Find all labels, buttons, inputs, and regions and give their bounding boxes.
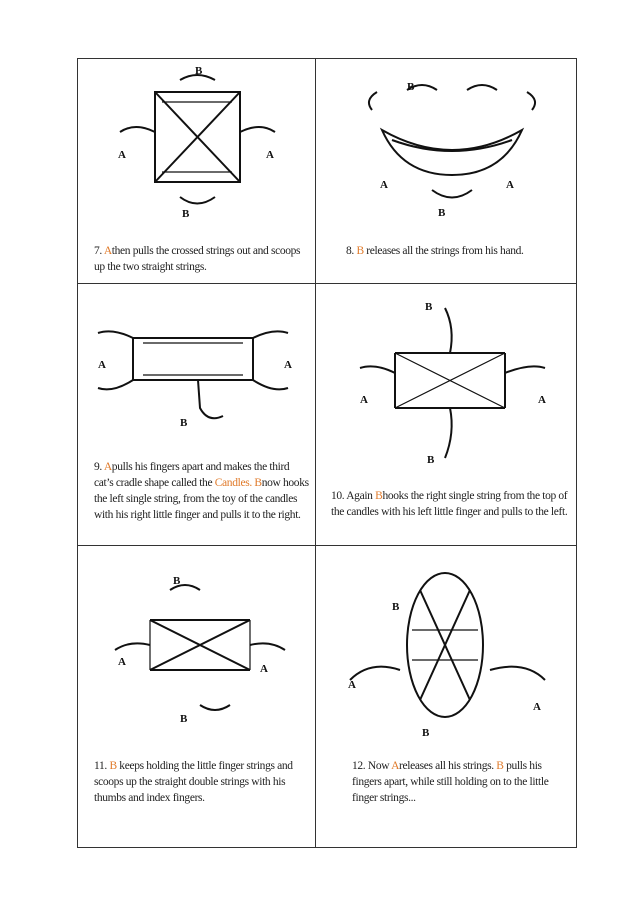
caption-text: pulls his fingers apart, while still holding on to the little finger strings...	[352, 760, 549, 804]
caption-text: pulls his fingers apart and makes the third cat’s cradle shape called the	[94, 461, 290, 489]
illustration-step-9	[88, 298, 303, 438]
svg-text:B: B	[180, 713, 188, 725]
illustration-step-12	[340, 560, 555, 740]
svg-text:A: A	[260, 663, 268, 675]
svg-text:A: A	[380, 179, 388, 191]
highlighted-term: B	[375, 490, 383, 502]
highlighted-term: B	[254, 477, 262, 489]
fig-label: B	[195, 65, 203, 77]
svg-text:B: B	[422, 727, 430, 739]
illustration-step-10	[345, 298, 560, 468]
svg-text:B: B	[173, 575, 181, 587]
svg-text:A: A	[348, 679, 356, 691]
caption-text: releases all the strings from his hand.	[363, 245, 524, 257]
highlighted-term: A	[391, 760, 400, 772]
step-number: 7.	[94, 245, 104, 257]
svg-text:A: A	[533, 701, 541, 713]
highlighted-term: B	[109, 760, 117, 772]
caption-text: releases all his strings.	[399, 760, 497, 772]
svg-text:B: B	[182, 208, 190, 220]
caption-step-11	[94, 758, 309, 806]
svg-text:A: A	[360, 394, 368, 406]
svg-text:A: A	[118, 149, 126, 161]
caption-text: now hooks the left single string, from the toy of the candles with his right little finger and pulls it to the right.	[94, 477, 309, 521]
svg-text:B: B	[392, 601, 400, 613]
illustration-step-11	[100, 570, 300, 730]
svg-text:B: B	[425, 301, 433, 313]
highlighted-term: Candles.	[214, 477, 252, 489]
svg-text:A: A	[284, 359, 292, 371]
step-number: 11.	[94, 760, 110, 772]
illustration-step-8	[352, 70, 552, 220]
highlighted-term: A	[103, 245, 112, 257]
svg-text:A: A	[538, 394, 546, 406]
caption-text: keeps holding the little finger strings and scoops up the straight double strings with his thumbs and index fingers.	[94, 760, 293, 804]
caption-step-9	[94, 459, 309, 523]
svg-text:A: A	[98, 359, 106, 371]
caption-text: Again	[346, 490, 376, 502]
step-number: 10.	[331, 490, 347, 502]
caption-text: then pulls the crossed strings out and scoops up the two straight strings.	[94, 245, 301, 273]
caption-step-7	[94, 243, 309, 275]
caption-text: Now	[367, 760, 392, 772]
svg-text:B: B	[407, 81, 415, 93]
caption-step-10	[331, 488, 571, 520]
highlighted-term: B	[356, 245, 364, 257]
svg-text:A: A	[266, 149, 274, 161]
svg-text:B: B	[438, 207, 446, 219]
highlighted-term: A	[103, 461, 112, 473]
caption-text: hooks the right single string from the top of the candles with his left little finger and pulls to the left.	[331, 490, 568, 518]
svg-text:B: B	[427, 454, 435, 466]
illustration-step-7	[100, 62, 300, 222]
caption-step-12	[352, 758, 557, 806]
step-number: 9.	[94, 461, 104, 473]
svg-text:A: A	[118, 656, 126, 668]
svg-text:B: B	[180, 417, 188, 429]
svg-text:A: A	[506, 179, 514, 191]
step-number: 12.	[352, 760, 368, 772]
highlighted-term: B	[496, 760, 504, 772]
step-number: 8.	[346, 245, 357, 257]
caption-step-8	[346, 243, 566, 259]
